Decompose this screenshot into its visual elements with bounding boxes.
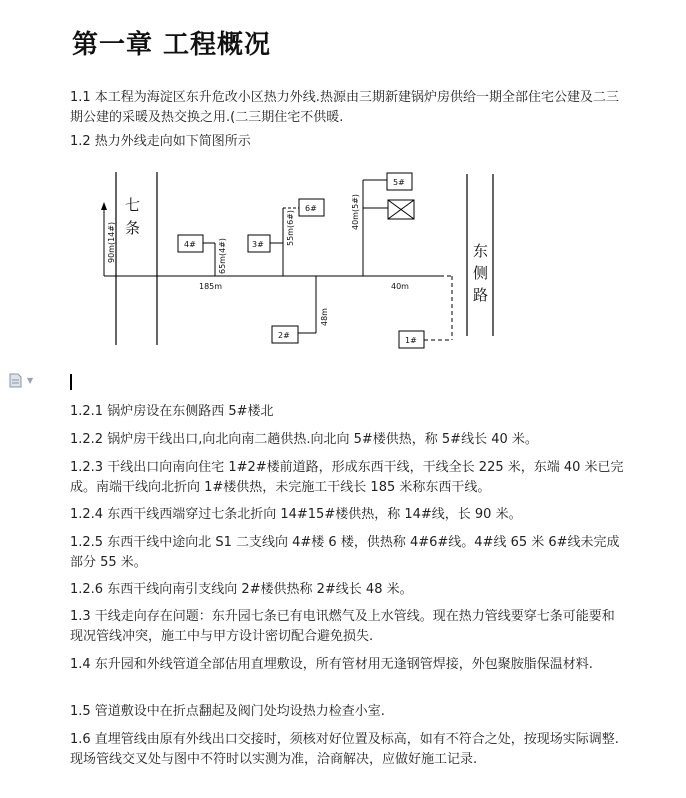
- paragraph-1-5: 1.5 管道敷设中在折点翻起及阀门处均设热力检查小室.: [70, 704, 385, 719]
- text-cursor: [70, 374, 72, 390]
- road-east-label-1: 东: [473, 242, 489, 260]
- building-6-label: 6#: [305, 204, 317, 213]
- building-3-label: 3#: [252, 240, 264, 249]
- paragraph-1-2: 1.2 热力外线走向如下简图所示: [70, 134, 251, 149]
- dim-5-line: 40m(5#): [351, 193, 360, 230]
- chevron-down-icon[interactable]: ▼: [27, 376, 34, 385]
- building-4-label: 4#: [184, 240, 196, 249]
- building-5-label: 5#: [393, 178, 405, 187]
- building-2-label: 2#: [278, 331, 290, 340]
- dim-main-east: 40m: [391, 282, 409, 291]
- road-east-label-3: 路: [473, 286, 489, 304]
- dim-6-line: 55m(6#): [286, 209, 295, 246]
- paragraph-1-2-4: 1.2.4 东西干线西端穿过七条北折向 14#15#楼供热，称 14#线，长 90 米。: [70, 507, 522, 522]
- document-icon[interactable]: [9, 373, 23, 388]
- road-west-label-1: 七: [125, 196, 141, 214]
- dim-4-line: 65m(4#): [218, 237, 227, 274]
- paragraph-1-4: 1.4 东升园和外线管道全部估用直埋敷设，所有管材用无逢钢管焊接，外包聚胺脂保温材料.: [70, 657, 593, 672]
- paragraph-1-2-5: 1.2.5 东西干线中途向北 S1 二支线向 4#楼 6 楼，供热称 4#6#线。4#线 65 米 6#线未完成部分 55 米。: [70, 535, 620, 570]
- road-east-label-2: 侧: [473, 264, 489, 282]
- arrow-14-icon: [101, 202, 107, 210]
- paragraph-1-2-6: 1.2.6 东西干线向南引支线向 2#楼供热称 2#线长 48 米。: [70, 582, 413, 597]
- dim-2-line: 48m: [320, 308, 329, 326]
- paragraph-1-1: 1.1 本工程为海淀区东升危改小区热力外线.热源由三期新建锅炉房供给一期全部住宅公建及二三期公建的采暖及热交换之用.(二三期住宅不供暖.: [70, 90, 619, 125]
- dim-14-line: 90m(14#): [107, 221, 116, 263]
- paragraph-1-2-1: 1.2.1 锅炉房设在东侧路西 5#楼北: [70, 404, 274, 419]
- dim-main-west: 185m: [199, 282, 223, 291]
- paragraph-1-2-3: 1.2.3 干线出口向南向住宅 1#2#楼前道路，形成东西干线，干线全长 225 米，东端 40 米已完成。南端干线向北折向 1#楼供热，未完施工干线长 185 米称东西干线。: [70, 460, 624, 495]
- road-west-label-2: 条: [125, 219, 141, 237]
- heating-network-diagram: [0, 160, 686, 360]
- building-1-label: 1#: [405, 336, 417, 345]
- chapter-title: 第一章 工程概况: [72, 30, 272, 60]
- paragraph-1-3: 1.3 干线走向存在问题：东升园七条已有电讯燃气及上水管线。现在热力管线要穿七条可能要和现况管线冲突，施工中与甲方设计密切配合避免损失.: [70, 609, 615, 644]
- paragraph-1-2-2: 1.2.2 锅炉房干线出口,向北向南二趟供热.向北向 5#楼供热，称 5#线长 40 米。: [70, 432, 538, 447]
- paragraph-1-6: 1.6 直埋管线由原有外线出口交接时，须核对好位置及标高，如有不符合之处，按现场实际调整.现场管线交叉处与图中不符时以实测为准，洽商解决，应做好施工记录.: [70, 732, 619, 767]
